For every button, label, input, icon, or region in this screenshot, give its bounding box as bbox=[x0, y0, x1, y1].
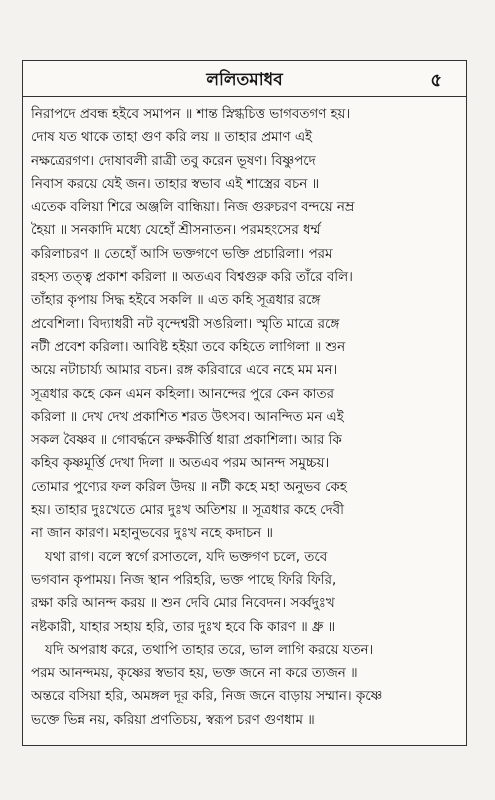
text-line: ভক্তে ভিন্ন নয়, করিয়া প্রণতিচয়, স্বরূপ চরণ গুণধাম ॥ bbox=[31, 712, 315, 728]
text-line: রহস্য তত্ত্ব প্রকাশ করিলা ॥ অতএব বিশ্বগুরু করি তাঁরে বলি। bbox=[31, 270, 353, 286]
text-line: নিরাপদে প্রবন্ধ হইবে সমাপন ॥ শান্ত স্নিগ্ধচিত্ত ভাগবতগণ হয়। bbox=[31, 107, 351, 122]
text-line: যথা রাগ। বলে স্বর্গে রসাতলে, যদি ভক্তগণ চলে, তবে bbox=[45, 549, 328, 565]
text-line: অয়ে নটাচার্য্য আমার বচন। রঙ্গ করিবারে এবে নহে মম মন। bbox=[31, 363, 338, 379]
text-line: রক্ষা করি আনন্দ করয় ॥ শুন দেবি মোর নিবেদন। সর্ব্বদুঃখ bbox=[31, 596, 335, 612]
text-line: তাঁহার কৃপায় সিদ্ধ হইবে সকলি ॥ এত কহি সূত্রধার রঙ্গে bbox=[31, 293, 321, 309]
text-line: হয়। তাহার দুঃখেতে মোর দুঃখ অতিশয় ॥ সূত্রধার কহে দেবী bbox=[31, 503, 344, 519]
text-line: এতেক বলিয়া শিরে অঞ্জলি বান্ধিয়া। নিজ গুরুচরণ বন্দয়ে নম্র bbox=[31, 200, 355, 216]
text-line: নক্ষত্রেরগণ। দোষাবলী রাত্রী তবু করেন ভূষণ। বিষ্ণুপদে bbox=[31, 153, 316, 169]
text-line: করিলাচরণ ॥ তেহোঁ আসি ভক্তগণে ভক্তি প্রচারিলা। পরম bbox=[31, 246, 333, 262]
text-line: তোমার পুণ্যের ফল করিল উদয় ॥ নটী কহে মহা অনুভব কেহ bbox=[31, 479, 347, 495]
text-line: নটী প্রবেশ করিলা। আবিষ্ট হইয়া তবে কহিতে লাগিলা ॥ শুন bbox=[31, 339, 346, 355]
page-frame bbox=[22, 60, 467, 746]
text-line: পরম আনন্দময়, কৃষ্ণের স্বভাব হয়, ভক্ত জনে না করে ত্যজন ॥ bbox=[31, 666, 358, 682]
page-number: ৫ bbox=[430, 70, 442, 91]
text-line: করিলা ॥ দেখ দেখ প্রকাশিত শরত উৎসব। আনন্দিত মন এই bbox=[31, 409, 344, 425]
text-line: নিবাস করয়ে যেই জন। তাহার স্বভাব এই শাস্ত্রের বচন ॥ bbox=[31, 176, 320, 192]
text-line: সূত্রধার কহে কেন এমন কহিলা। আনন্দের পুরে কেন কাতর bbox=[31, 386, 334, 402]
body-text bbox=[31, 103, 461, 732]
page-title: ললিতমাধব bbox=[206, 70, 283, 90]
text-line: প্রবেশিলা। বিদ্যাধরী নট বৃন্দেশ্বরী সঙরিলা। স্মৃতি মাত্রে রঙ্গে bbox=[31, 316, 340, 332]
text-line: যদি অপরাধ করে, তথাপি তাহার তরে, ভাল লাগি করয়ে যতন। bbox=[45, 642, 374, 658]
text-line: হৈয়া ॥ সনকাদি মধ্যে যেহোঁ শ্রীসনাতন। পরমহংসের ধর্ম্ম bbox=[31, 223, 321, 239]
text-line: না জান কারণ। মহানুভবের দুঃখ নহে কদাচন ॥ bbox=[31, 526, 274, 542]
text-line: অন্তরে বসিয়া হরি, অমঙ্গল দূর করি, নিজ জনে বাড়ায় সম্মান। কৃষ্ণে bbox=[31, 689, 383, 705]
text-line: ভগবান কৃপাময়। নিজ স্থান পরিহরি, ভক্ত পাছে ফিরি ফিরি, bbox=[31, 572, 337, 588]
text-line: নষ্টকারী, যাহার সহায় হরি, তার দুঃখ হবে কি কারণ ॥ ধ্রু ॥ bbox=[31, 619, 336, 635]
page-header bbox=[23, 61, 466, 97]
text-line: দোষ যত থাকে তাহা গুণ করি লয় ॥ তাহার প্রমাণ এই bbox=[31, 130, 312, 146]
text-line: সকল বৈষ্ণব ॥ গোবর্দ্ধনে রুক্ষকীর্ত্তি ধারা প্রকাশিলা। আর কি bbox=[31, 433, 342, 449]
text-line: কহিব কৃষ্ণমূর্ত্তি দেখা দিলা ॥ অতএব পরম আনন্দ সমুচ্চয়। bbox=[31, 456, 330, 472]
